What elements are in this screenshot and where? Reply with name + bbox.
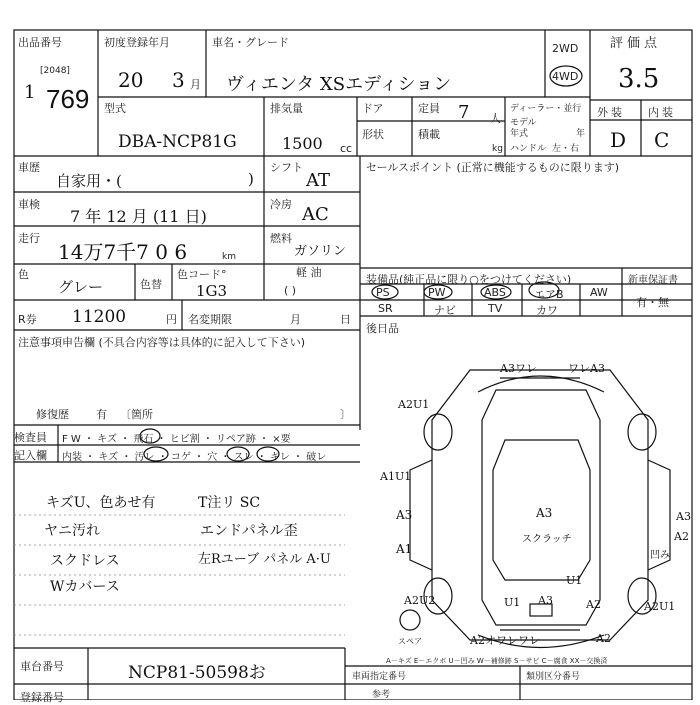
- color-code-value: 1G3: [196, 282, 228, 300]
- fuel-other: ( ): [284, 284, 297, 297]
- equip-abs: ABS: [484, 286, 506, 299]
- mileage-value: 14万7千7 0 6: [58, 240, 188, 264]
- diag-label: A1U1: [380, 470, 412, 483]
- diag-label: A2U2: [404, 594, 436, 607]
- eval-score: 3.5: [618, 64, 660, 94]
- displacement-unit: cc: [340, 142, 353, 155]
- diag-label: A2: [596, 632, 611, 645]
- inspection-label: 車検: [18, 198, 40, 211]
- capacity-label: 定員: [418, 102, 440, 115]
- color-code-label: 色コード°: [177, 268, 227, 281]
- handle-label: ハンドル: [510, 144, 547, 154]
- reg-month-unit: 月: [190, 78, 201, 91]
- equip-pw: PW: [428, 286, 446, 299]
- history-label: 車歴: [18, 161, 40, 174]
- equip-aw: AW: [590, 286, 608, 299]
- fuel-diesel: 軽 油: [296, 266, 322, 279]
- diag-label: A3: [538, 594, 553, 607]
- color-value: グレー: [58, 278, 104, 296]
- diag-label: U1: [566, 574, 583, 587]
- r-value: 11200: [72, 307, 127, 327]
- fuel-label: 燃料: [270, 232, 292, 245]
- diag-label: A2: [586, 598, 601, 611]
- capacity-unit: 人: [490, 112, 501, 125]
- shift-value: AT: [306, 170, 331, 191]
- diag-label: A2: [674, 530, 689, 543]
- ac-value: AC: [302, 204, 329, 225]
- note-line-3: スクドレス: [50, 553, 120, 569]
- repair-parts: 〔箇所: [120, 408, 153, 421]
- diag-label: 凹み: [650, 550, 670, 561]
- equip-navi: ナビ: [434, 304, 456, 317]
- lot-label: 出品番号: [18, 36, 62, 49]
- reference-label: 参考: [372, 690, 391, 700]
- equip-sr: SR: [378, 302, 393, 315]
- repair-label: 修復歴: [36, 408, 69, 421]
- interior-line: 内装 ・ キズ ・ 汚レ ・ コゲ ・ 穴 ・ スレ ・ キレ ・ 破レ: [62, 452, 327, 463]
- equip-tv: TV: [488, 302, 503, 315]
- fw-line: F W ・ キズ ・ 飛石 ・ ヒビ割 ・ リペア跡 ・ ×要: [62, 434, 291, 445]
- drive-2wd: 2WD: [552, 42, 579, 55]
- repair-close: 〕: [340, 408, 351, 421]
- note-line-4: Wカバース: [50, 579, 120, 595]
- diag-label: U1: [504, 596, 521, 609]
- door-label: ドア: [362, 102, 384, 115]
- name-change-day: 日: [340, 313, 351, 326]
- inspector-label: 検査員: [14, 431, 47, 444]
- type-label: 型式: [104, 102, 126, 115]
- reg-year: 20: [118, 68, 144, 92]
- color-label: 色: [18, 268, 29, 281]
- warranty-value: 有・無: [636, 296, 669, 309]
- name-change-month: 月: [290, 313, 301, 326]
- entry-label: 記入欄: [14, 449, 47, 462]
- note-line-2: ヤニ汚れ: [44, 523, 100, 539]
- interior-label: 内装: [648, 106, 676, 119]
- r-label: R券: [18, 313, 37, 326]
- shift-label: シフト: [270, 161, 303, 174]
- notes-label: 注意事項申告欄 (不具合内容等は具体的に記入して下さい): [18, 336, 306, 349]
- reg-month: 3: [172, 68, 185, 92]
- dealer-label: ディーラー・並行: [510, 104, 582, 114]
- reg-label: 初度登録年月: [104, 36, 170, 49]
- sales-point-label: セールスポイント (正常に機能するものに限ります): [366, 161, 620, 174]
- fuel-gas: ガソリン: [294, 244, 347, 259]
- model-year-label1: モデル: [510, 118, 537, 128]
- lot-mark: 1: [24, 82, 36, 103]
- diag-label: A2U1: [644, 600, 676, 613]
- chassis-value: NCP81-50598お: [128, 663, 266, 683]
- name-change-label: 名変期限: [188, 313, 232, 326]
- exterior-label: 外装: [597, 106, 625, 119]
- diag-label: A2オワレワレ: [470, 634, 540, 647]
- model-label: 車名・グレード: [212, 36, 289, 49]
- r-unit: 円: [166, 313, 177, 326]
- chassis-label: 車台番号: [20, 660, 64, 673]
- diag-label: A3: [396, 508, 413, 522]
- diag-label: A2U1: [398, 398, 430, 411]
- class-label: 類別区分番号: [526, 672, 581, 682]
- car-diagram: [400, 370, 670, 648]
- diag-label: スペア: [398, 637, 422, 646]
- inspection-value: 7 年 12 月 (11 日): [70, 207, 207, 226]
- history-close: ): [248, 170, 254, 188]
- ac-label: 冷房: [270, 198, 292, 211]
- repair-value: 有: [96, 408, 107, 421]
- warranty-label: 新車保証書: [628, 275, 678, 286]
- eval-label: 評価点: [610, 36, 662, 51]
- capacity-value: 7: [458, 102, 470, 123]
- shape-label: 形状: [362, 128, 384, 141]
- model-year-label2: 年式: [510, 129, 529, 139]
- model-name: ヴィエンタ XSエディション: [226, 74, 452, 95]
- lot-number: 769: [46, 84, 90, 114]
- load-label: 積載: [418, 128, 440, 141]
- history-value: 自家用・(: [56, 172, 122, 190]
- interior-grade: C: [654, 128, 670, 152]
- equip-leather: カワ: [536, 304, 558, 317]
- note-line-1: キズU、色あせ有: [46, 495, 156, 511]
- diag-label: A1: [396, 542, 413, 556]
- type-value: DBA-NCP81G: [118, 132, 237, 152]
- displacement-label: 排気量: [270, 102, 303, 115]
- designated-label: 車両指定番号: [352, 672, 407, 682]
- note-right-1: T注リ SC: [198, 495, 261, 511]
- equip-airbag: エアB: [534, 288, 564, 301]
- model-year-unit: 年: [576, 129, 586, 139]
- reg-no-label: 登録番号: [20, 691, 64, 704]
- color-no-label: 色替: [140, 278, 162, 291]
- mileage-label: 走行: [18, 232, 40, 245]
- lot-prefix: [2048]: [40, 66, 70, 76]
- diag-label: スクラッチ: [522, 534, 572, 545]
- equip-ps: PS: [376, 286, 390, 299]
- diag-label: A3ワレ: [500, 362, 537, 375]
- exterior-grade: D: [610, 128, 627, 152]
- mileage-unit: km: [222, 252, 236, 262]
- diag-label: ワレA3: [568, 362, 605, 375]
- drive-4wd: 4WD: [552, 70, 579, 83]
- load-unit: kg: [492, 144, 503, 154]
- diag-legend: A－キズ E－エクボ U－凹み W－補修跡 S－サビ C－腐食 XX－交換済: [386, 657, 608, 665]
- equipment-label: 装備品(純正品に限り○をつけてください): [366, 273, 572, 286]
- diag-label: A3: [536, 506, 553, 520]
- note-right-3: 左Rユーブ パネル A·U: [198, 552, 331, 567]
- handle-options: 左・右: [552, 144, 580, 154]
- note-right-2: エンドパネル歪: [200, 523, 298, 539]
- diag-label: A3: [676, 510, 691, 523]
- displacement-value: 1500: [282, 134, 323, 153]
- post-label: 後日品: [366, 322, 399, 335]
